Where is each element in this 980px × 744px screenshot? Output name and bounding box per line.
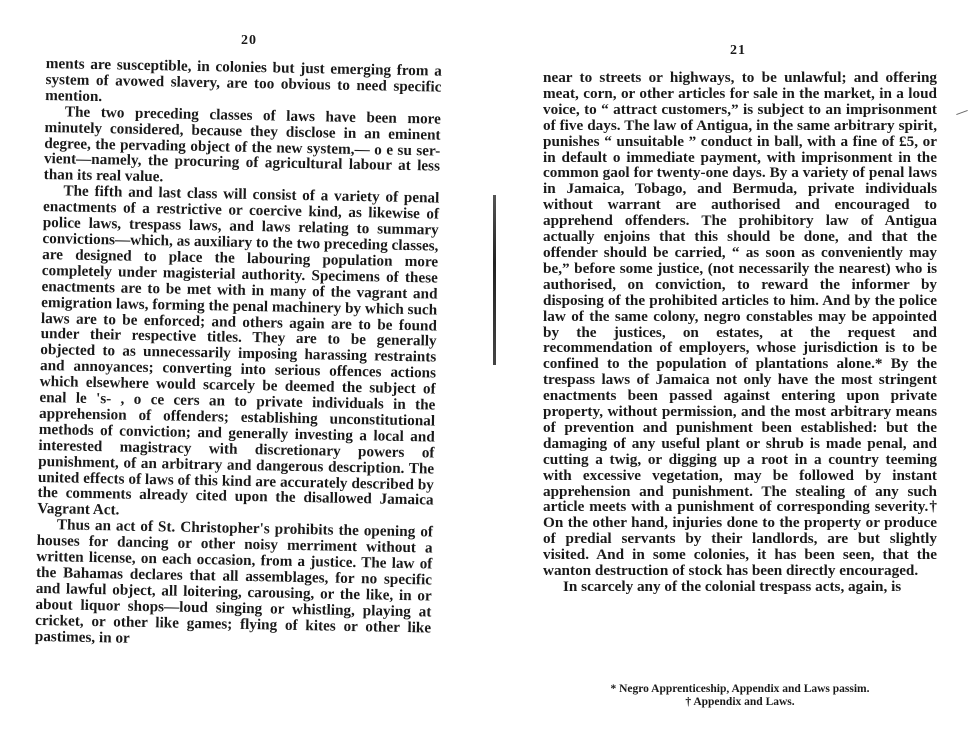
right-page xyxy=(492,0,980,744)
footnotes xyxy=(543,683,937,709)
paragraph: Thus an act of St. Christopher's prohibits the opening of houses for dancing or other noisy merriment without a written license, on each occasion, from a justice. The law of the Bahamas declares that all assemblages, for no specific and lawful object, all loitering, carousing, or the like, in or about liquor shops—loud singing or whistling, playing at cricket, or other like games; flying of kites or other like pastimes, in or xyxy=(34,516,434,647)
left-page xyxy=(0,0,488,744)
page-body xyxy=(543,70,937,595)
paragraph: near to streets or highways, to be unlawful; and offering meat, corn, or other articles for sale in the market, in a loud voice, to “ attract customers,” is subject to an imprisonment of five days. The law of Antigua, in the same arbitrary spirit, punishes “ unsuitable ” conduct in ball, with a fine of £5, or in default o immediate payment, with imprisonment in the common gaol for twenty-one days. By a variety of penal laws in Jamaica, Tobago, and Bermuda, private individuals without warrant are authorised and encouraged to apprehend offenders. The prohibitory law of Antigua actually enjoins that this should be done, and that the offender should be carried, “ as soon as conveniently may be,” before some justice, (not necessarily the nearest) who is authorised, on conviction, to reward the informer by disposing of the prohibited articles to him. And by the police law of the same colony, negro constables may be appointed by the justices, on estates, at the request and recommendation of employers, whose jurisdiction is to be confined to the population of plantations alone.* By the trespass laws of Jamaica not only have the most stringent enactments been passed against entering upon private property, without permission, and the most arbitrary means of prevention and punishment been established: but the damaging of any useful plant or shrub is made penal, and cutting a twig, or digging up a root in a country teeming with excessive vegetation, may be followed by instant apprehension and punishment. The stealing of any such article meets with a punishment of corresponding severity.† On the other hand, injuries done to the property or produce of predial servants by their landlords, are but slightly visited. And in some colonies, it has been seen, that the wanton destruction of stock has been directly encouraged. xyxy=(543,69,937,580)
footnote: † Appendix and Laws. xyxy=(685,696,795,708)
paragraph: In scarcely any of the colonial trespass acts, again, is xyxy=(563,578,902,595)
paragraph: The two preceding classes of laws have been more minutely considered, because they disclose in an eminent degree, the pervading object of the new system,— o e su ser- vient—namely, the procuring of agricultural labour at less than its real value. xyxy=(43,103,442,186)
page-number: 20 xyxy=(241,33,257,48)
footnote: * Negro Apprenticeship, Appendix and Laws passim. xyxy=(610,683,870,695)
page-body xyxy=(35,56,442,652)
page-number: 21 xyxy=(730,43,746,58)
paragraph: ments are susceptible, in colonies but just emerging from a system of avowed slavery, are too obvious to need specific mention. xyxy=(45,55,442,105)
paragraph: The fifth and last class will consist of a variety of penal enactments of a restrictive or coercive kind, as likewise of police laws, trespass laws, and laws relating to summary convictions—which, as auxiliary to the two preceding classes, are designed to place the labouring population more completely under magisterial authority. Specimens of these enactments are to be met with in many of the vagrant and emigration laws, forming the penal machinery by which such laws are to be enforced; and others again are to be found under their respective titles. They are to be generally objected to as unnecessarily imposing harassing restraints and annoyances; converting into serious offences actions which elsewhere would scarcely be deemed the subject of enal le 's- , o ce cers an to private individuals in the apprehension of offenders; establishing unconstitutional methods of conviction; and generally investing a local and interested magistracy with discretionary powers of punishment, of an arbitrary and dangerous description. The united effects of laws of this kind are accurately described by the comments already cited upon the disallowed Jamaica Vagrant Act. xyxy=(37,182,440,519)
